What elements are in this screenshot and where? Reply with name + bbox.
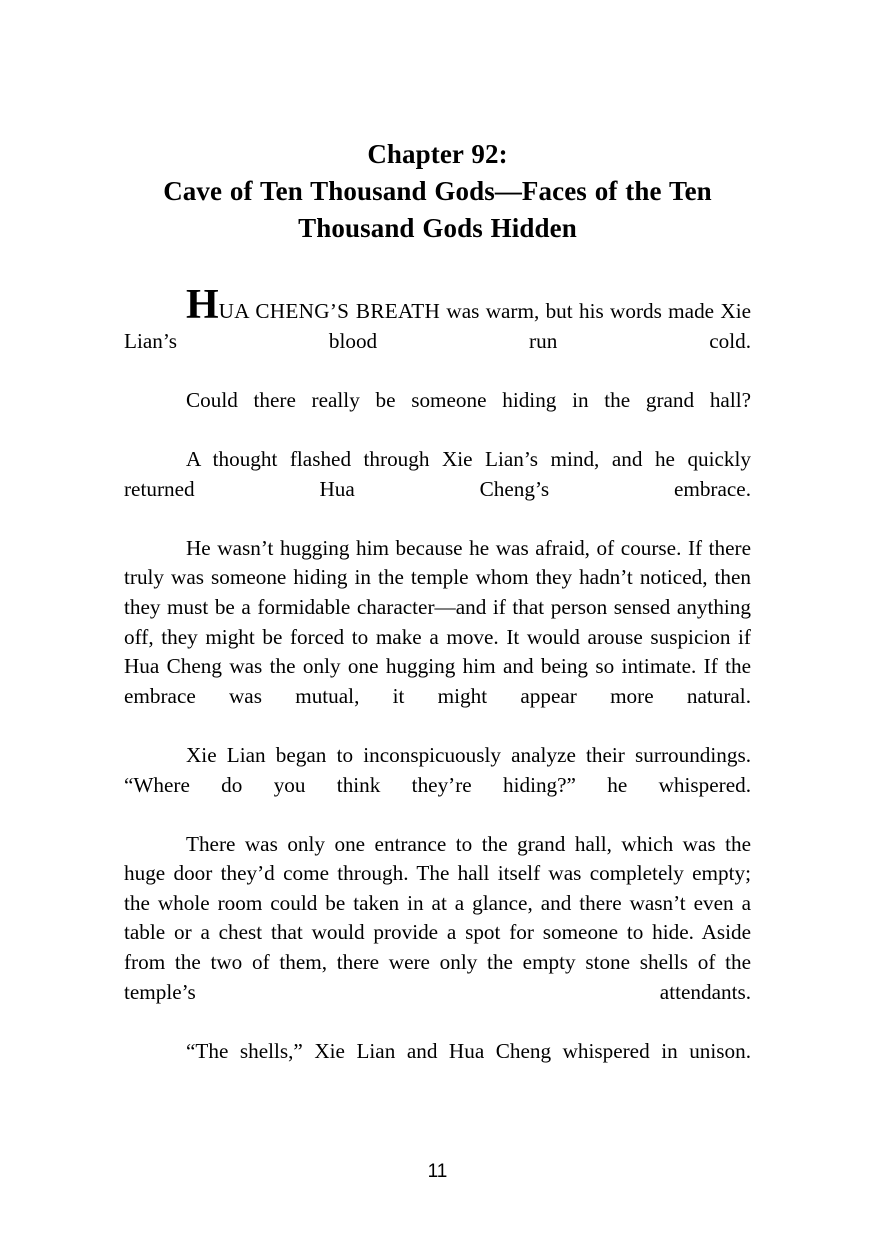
chapter-heading-line-1: Chapter 92: bbox=[367, 139, 508, 170]
opening-paragraph-rest: was warm, but his words made Xie Lian’s blood run cold. bbox=[124, 299, 751, 353]
paragraph: He wasn’t hugging him because he was afraid, of course. If there truly was someone hiding in the temple whom they hadn’t noticed, then they must be a formidable character—and if that person sensed anything off, they might be forced to make a move. It would arouse suspicion if Hua Cheng was the only one hugging him and being so intimate. If the embrace was mutual, it might appear more natural. bbox=[124, 535, 751, 708]
paragraph: “The shells,” Xie Lian and Hua Cheng whispered in unison. bbox=[186, 1038, 751, 1063]
page-number: 11 bbox=[427, 1161, 448, 1182]
body-text-column bbox=[124, 282, 751, 1096]
paragraph-opening bbox=[124, 282, 751, 386]
small-caps-lead-in: UA CHENG’S BREATH bbox=[218, 299, 441, 323]
drop-cap: H bbox=[186, 282, 219, 328]
paragraph: Xie Lian began to inconspicuously analyze their surroundings. “Where do you think they’re hiding?” he whispered. bbox=[124, 742, 751, 797]
chapter-heading bbox=[124, 136, 751, 247]
paragraph: A thought flashed through Xie Lian’s mind, and he quickly returned Hua Cheng’s embrace. bbox=[124, 446, 751, 501]
paragraph: There was only one entrance to the grand hall, which was the huge door they’d come through. The hall itself was completely empty; the whole room could be taken in at a glance, and there wasn’t even a table or a chest that would provide a spot for someone to hide. Aside from the two of them, there were only the empty stone shells of the temple’s attendants. bbox=[124, 831, 751, 1004]
chapter-heading-line-3: Thousand Gods Hidden bbox=[298, 213, 577, 244]
chapter-heading-line-2: Cave of Ten Thousand Gods—Faces of the Ten bbox=[163, 176, 712, 207]
paragraph: Could there really be someone hiding in the grand hall? bbox=[186, 387, 751, 412]
